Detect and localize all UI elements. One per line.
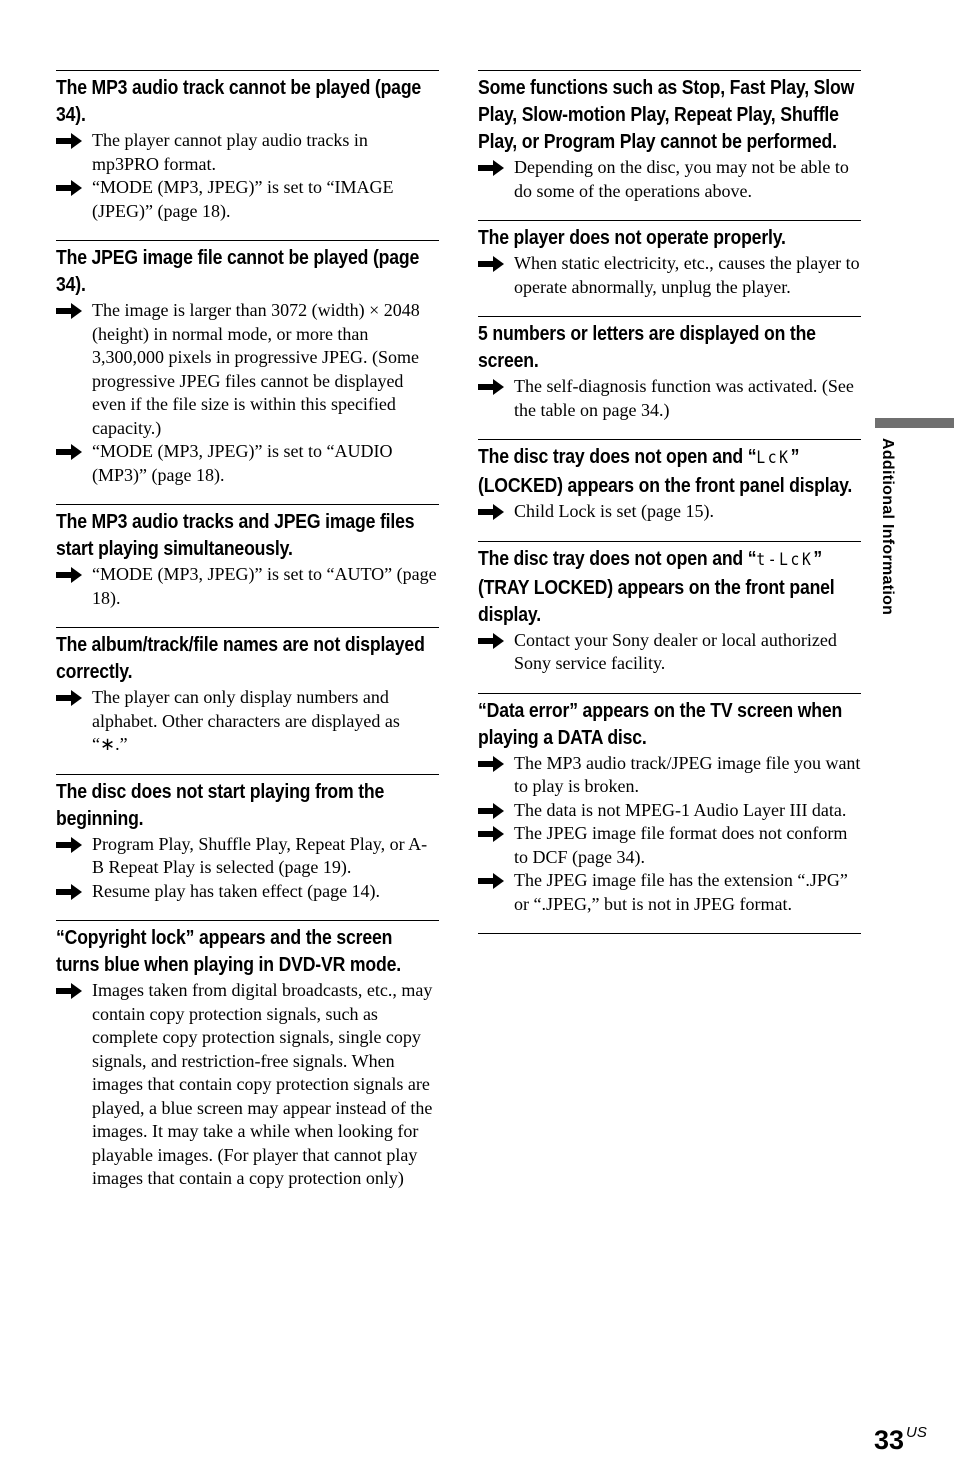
arrow-icon [56, 180, 82, 196]
arrow-icon [56, 303, 82, 319]
remedy-item [478, 500, 861, 524]
page-number [874, 1424, 927, 1456]
lcd-locked-indicator: LcK [756, 448, 791, 468]
side-tab-label: Additional Information [879, 438, 896, 616]
troubleshooting-section [478, 220, 861, 299]
side-tab-bar [875, 418, 954, 428]
arrow-icon [478, 633, 504, 649]
remedy-item [56, 440, 439, 487]
remedy-text: The JPEG image file has the extension “.JPG” or “.JPEG,” but is not in JPEG format. [514, 870, 848, 914]
remedy-item [478, 799, 861, 823]
remedy-item [56, 833, 439, 880]
left-column [56, 70, 439, 1208]
arrow-icon [56, 837, 82, 853]
heading-text: The disc tray does not open and “ [478, 445, 757, 468]
troubleshooting-section [56, 70, 439, 223]
troubleshooting-section [478, 541, 861, 676]
section-heading: “Copyright lock” appears and the screen turns blue when playing in DVD-VR mode. [56, 926, 401, 976]
lcd-tray-locked-indicator: t-LcK [756, 549, 814, 570]
troubleshooting-section [478, 693, 861, 917]
remedy-item [56, 686, 439, 757]
troubleshooting-section [478, 70, 861, 203]
remedy-text: The player cannot play audio tracks in mp3PRO format. [92, 130, 368, 174]
right-column [478, 70, 861, 934]
arrow-icon [478, 160, 504, 176]
closing-rule [478, 933, 861, 934]
arrow-icon [478, 826, 504, 842]
heading-text: ” (LOCKED) appears on the front panel display. [478, 445, 853, 497]
remedy-item [56, 129, 439, 176]
arrow-icon [56, 690, 82, 706]
arrow-icon [56, 133, 82, 149]
remedy-item [478, 252, 861, 299]
remedy-text: The MP3 audio track/JPEG image file you want to play is broken. [514, 752, 861, 796]
section-heading: The MP3 audio tracks and JPEG image files start playing simultaneously. [56, 510, 415, 560]
heading-text: ” (TRAY LOCKED) appears on the front panel display. [478, 546, 835, 626]
arrow-icon [56, 444, 82, 460]
remedy-text: Program Play, Shuffle Play, Repeat Play, or A-B Repeat Play is selected (page 19). [92, 833, 428, 877]
section-heading: The player does not operate properly. [478, 226, 786, 249]
remedy-text: The JPEG image file format does not conform to DCF (page 34). [514, 823, 848, 867]
remedy-text: The player can only display numbers and alphabet. Other characters are displayed as “∗.” [92, 687, 400, 754]
arrow-icon [56, 567, 82, 583]
troubleshooting-section [56, 504, 439, 610]
remedy-text: Resume play has taken effect (page 14). [92, 880, 381, 901]
arrow-icon [478, 256, 504, 272]
remedy-item [478, 156, 861, 203]
remedy-item [56, 880, 439, 904]
remedy-item [56, 299, 439, 440]
remedy-text: Images taken from digital broadcasts, etc., may contain copy protection signals, such as complete copy protection signals, single copy signals, and restriction-free signals. When images that contain copy protection signals are played, a blue screen may appear instead of the images. It may take a while when looking for playable images. (For player that cannot play images that contain a copy protection only) [92, 980, 433, 1188]
remedy-item [56, 176, 439, 223]
remedy-item [478, 869, 861, 916]
section-heading: The disc does not start playing from the beginning. [56, 779, 385, 830]
section-heading [478, 545, 860, 628]
remedy-item [478, 629, 861, 676]
section-heading: Some functions such as Stop, Fast Play, Slow Play, Slow-motion Play, Repeat Play, Shuffle Play, or Program Play cannot be performed. [478, 76, 855, 153]
remedy-text: “MODE (MP3, JPEG)” is set to “AUDIO (MP3)” (page 18). [92, 441, 393, 485]
section-heading: “Data error” appears on the TV screen when playing a DATA disc. [478, 698, 843, 749]
troubleshooting-section [478, 316, 861, 422]
remedy-text: “MODE (MP3, JPEG)” is set to “AUTO” (page 18). [92, 564, 437, 608]
arrow-icon [478, 803, 504, 819]
troubleshooting-section [56, 920, 439, 1191]
troubleshooting-section [56, 627, 439, 757]
remedy-item [478, 375, 861, 422]
remedy-text: Contact your Sony dealer or local authorized Sony service facility. [514, 629, 837, 673]
remedy-text: Depending on the disc, you may not be able to do some of the operations above. [514, 157, 849, 201]
section-heading: The JPEG image file cannot be played (page 34). [56, 246, 420, 296]
remedy-item [56, 979, 439, 1191]
arrow-icon [478, 379, 504, 395]
remedy-text: The self-diagnosis function was activated. (See the table on page 34.) [514, 376, 854, 420]
arrow-icon [478, 873, 504, 889]
troubleshooting-section [478, 439, 861, 524]
remedy-text: The image is larger than 3072 (width) × 2048 (height) in normal mode, or more than 3,300,000 pixels in progressive JPEG. (Some progressive JPEG files cannot be displayed even if the file size is within this specified capacity.) [92, 300, 420, 438]
page-number-suffix: US [906, 1424, 927, 1441]
troubleshooting-section [56, 774, 439, 904]
section-heading: 5 numbers or letters are displayed on the screen. [478, 322, 816, 372]
remedy-item [56, 563, 439, 610]
remedy-text: When static electricity, etc., causes the player to operate abnormally, unplug the player. [514, 253, 860, 297]
section-heading [478, 443, 860, 499]
arrow-icon [56, 884, 82, 900]
arrow-icon [478, 504, 504, 520]
section-heading: The album/track/file names are not displayed correctly. [56, 633, 425, 683]
arrow-icon [56, 983, 82, 999]
remedy-item [478, 822, 861, 869]
arrow-icon [478, 756, 504, 772]
remedy-text: Child Lock is set (page 15). [514, 501, 714, 521]
troubleshooting-section [56, 240, 439, 487]
page-number-value: 33 [874, 1425, 905, 1455]
remedy-text: “MODE (MP3, JPEG)” is set to “IMAGE (JPEG)” (page 18). [92, 177, 394, 221]
remedy-text: The data is not MPEG-1 Audio Layer III data. [514, 799, 847, 820]
remedy-item [478, 752, 861, 799]
heading-text: The disc tray does not open and “ [478, 546, 757, 570]
section-heading: The MP3 audio track cannot be played (page 34). [56, 76, 422, 126]
